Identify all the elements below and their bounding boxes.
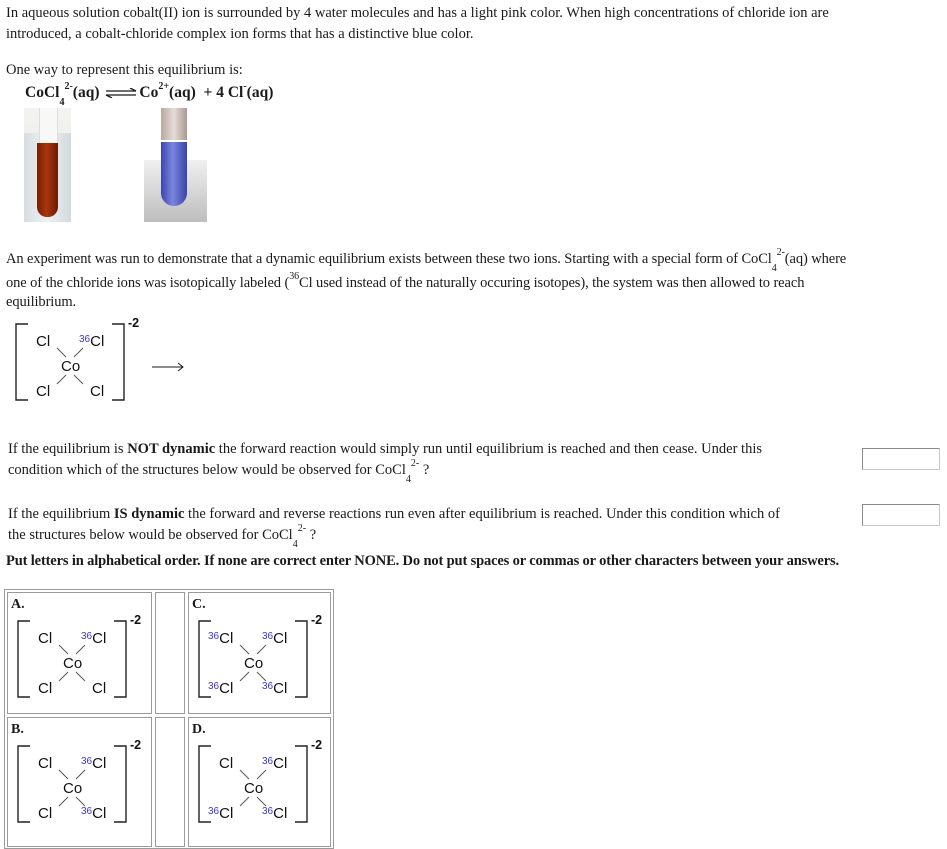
experiment-sup: 2- — [776, 247, 785, 259]
question-2-text — [8, 504, 780, 550]
chlorine-label: Cl — [273, 630, 288, 647]
eq-left-formula: CoCl — [25, 84, 60, 101]
cobalt-label: Co — [63, 780, 83, 797]
question-1-line-1 — [8, 439, 762, 460]
bond-bottom-right — [74, 375, 83, 384]
option-structure-a — [14, 615, 154, 715]
ligand-bottom-right — [90, 384, 104, 400]
chlorine-label: Cl — [92, 805, 107, 822]
bond-bottom-left — [59, 797, 68, 806]
isotope-label: 36 — [208, 631, 220, 642]
chlorine-label: Cl — [219, 805, 234, 822]
chlorine-label: Cl — [219, 680, 234, 697]
ligand-top-right — [262, 756, 287, 772]
structure-bonds — [195, 740, 335, 840]
eq-right-state-1: (aq) — [169, 84, 196, 101]
cobalt-label: Co — [63, 655, 83, 672]
isotope-label: 36 — [262, 806, 274, 817]
chlorine-label: Cl — [90, 333, 105, 350]
option-letter-a: A. — [11, 597, 25, 612]
options-table — [4, 589, 334, 849]
ligand-top-right — [79, 334, 104, 350]
ligand-top-right — [81, 756, 106, 772]
q1-sub: 4 — [405, 473, 411, 485]
ligand-bottom-right — [81, 806, 106, 822]
ligand-bottom-left — [208, 806, 233, 822]
chlorine-label: Cl — [38, 805, 53, 822]
chlorine-label: Cl — [219, 630, 234, 647]
starting-structure — [12, 318, 152, 418]
isotope-label: 36 — [81, 631, 93, 642]
bond-top-left — [240, 770, 249, 779]
right-bracket — [114, 746, 126, 822]
eq-right-sup-2: - — [243, 80, 247, 92]
structure-bonds — [14, 740, 154, 840]
q1-bold: NOT dynamic — [127, 441, 216, 457]
ligand-top-right — [81, 631, 106, 647]
q1-text-a: If the equilibrium is — [8, 441, 128, 457]
chlorine-label: Cl — [36, 333, 51, 350]
right-bracket — [295, 746, 307, 822]
isotope-label: 36 — [208, 681, 220, 692]
bond-bottom-left — [59, 672, 68, 681]
ligand-top-left — [36, 334, 50, 350]
intro-line-1: In aqueous solution cobalt(II) ion is surrounded by 4 water molecules and has a light pink color. When high concentrations of chloride ion are — [6, 5, 829, 21]
experiment-line-2a: one of the chloride ions was isotopically labeled ( — [6, 275, 290, 291]
answer-input-not-dynamic[interactable] — [862, 448, 940, 470]
question-2-line-1 — [8, 504, 780, 525]
chlorine-label: Cl — [90, 383, 105, 400]
instructions: Put letters in alphabetical order. If none are correct enter NONE. Do not put spaces or commas or other characters between your answers. — [6, 553, 839, 569]
spacer-cell — [155, 592, 185, 714]
eq-right-formula-1: Co — [139, 84, 159, 101]
ligand-bottom-right — [92, 681, 106, 697]
experiment-line-1 — [6, 247, 847, 274]
isotope-label: 36 — [262, 681, 274, 692]
bond-top-left — [59, 645, 68, 654]
structure-bonds — [12, 318, 152, 418]
eq-left-state: (aq) — [72, 84, 100, 101]
option-letter-b: B. — [11, 722, 24, 737]
chlorine-label: Cl — [38, 630, 53, 647]
ligand-bottom-left — [38, 806, 52, 822]
left-bracket — [18, 621, 30, 697]
structure-bonds — [14, 615, 154, 715]
isotope-label: 36 — [81, 806, 93, 817]
blue-test-tube-image — [144, 108, 207, 222]
bond-top-left — [57, 348, 66, 357]
q2-line2-a: the structures below would be observed for CoCl — [8, 527, 293, 543]
bond-bottom-right — [76, 672, 85, 681]
experiment-line-3: equilibrium. — [6, 294, 77, 310]
chlorine-label: Cl — [92, 680, 107, 697]
eq-plus-coef: + 4 Cl — [203, 84, 244, 101]
structure-bonds — [195, 615, 335, 715]
experiment-paragraph — [6, 249, 846, 313]
equilibrium-equation — [25, 80, 274, 109]
cobalt-label: Co — [244, 780, 264, 797]
bond-top-left — [59, 770, 68, 779]
chlorine-label: Cl — [38, 680, 53, 697]
answer-input-dynamic[interactable] — [862, 504, 940, 526]
q2-text-a: If the equilibrium — [8, 506, 114, 522]
bond-bottom-left — [240, 797, 249, 806]
red-test-tube-image — [24, 108, 71, 222]
q1-text-b: the forward reaction would simply run until equilibrium is reached and then cease. Under this — [215, 441, 762, 457]
question-2-line-2 — [8, 523, 780, 550]
bond-bottom-right — [257, 797, 266, 806]
q2-sup: 2- — [297, 523, 307, 535]
option-letter-d: D. — [192, 722, 206, 737]
q1-sup: 2- — [410, 458, 420, 470]
q2-line2-b: ? — [306, 527, 317, 543]
option-cell-c — [188, 592, 331, 714]
charge-label: -2 — [311, 613, 323, 627]
spacer-cell — [155, 717, 185, 847]
ligand-bottom-left — [36, 384, 50, 400]
cobalt-label: Co — [244, 655, 264, 672]
bond-bottom-right — [257, 672, 266, 681]
chlorine-label: Cl — [36, 383, 51, 400]
reaction-arrow-icon — [150, 361, 186, 373]
equilibrium-lead: One way to represent this equilibrium is: — [6, 62, 243, 78]
ligand-top-right — [262, 631, 287, 647]
ligand-bottom-right — [262, 681, 287, 697]
charge-label: -2 — [130, 613, 142, 627]
left-bracket — [18, 746, 30, 822]
experiment-sub: 4 — [771, 262, 777, 274]
experiment-iso-sup: 36 — [289, 271, 300, 283]
q2-bold: IS dynamic — [113, 506, 185, 522]
isotope-label: 36 — [262, 631, 274, 642]
isotope-label: 36 — [81, 756, 93, 767]
experiment-line-1a: An experiment was run to demonstrate that a dynamic equilibrium exists between these two ions. Starting with a special form of CoCl — [6, 251, 772, 267]
bond-top-left — [240, 645, 249, 654]
intro-paragraph — [6, 3, 829, 45]
chlorine-label: Cl — [38, 755, 53, 772]
ligand-bottom-left — [208, 681, 233, 697]
chlorine-label: Cl — [92, 755, 107, 772]
right-bracket — [112, 324, 124, 400]
cobalt-label: Co — [61, 358, 81, 375]
q2-text-b: the forward and reverse reactions run even after equilibrium is reached. Under this condition which of — [184, 506, 780, 522]
chlorine-label: Cl — [273, 680, 288, 697]
eq-left-sub: 4 — [59, 97, 65, 109]
experiment-line-2b: Cl used instead of the naturally occuring isotopes), the system was then allowed to reach — [299, 275, 805, 291]
isotope-label: 36 — [79, 334, 91, 345]
intro-line-2: introduced, a cobalt-chloride complex ion forms that has a distinctive blue color. — [6, 26, 474, 42]
q2-sub: 4 — [292, 538, 298, 550]
bond-bottom-left — [240, 672, 249, 681]
charge-label: -2 — [130, 738, 142, 752]
ligand-bottom-right — [262, 806, 287, 822]
ligand-top-left — [38, 631, 52, 647]
question-1-text — [8, 439, 762, 485]
right-bracket — [114, 621, 126, 697]
ligand-top-left — [219, 756, 233, 772]
eq-right-sup-1: 2+ — [158, 80, 170, 92]
right-bracket — [295, 621, 307, 697]
bond-bottom-right — [76, 797, 85, 806]
ligand-bottom-left — [38, 681, 52, 697]
option-structure-b — [14, 740, 154, 840]
option-cell-b — [7, 717, 152, 847]
charge-label: -2 — [128, 316, 140, 330]
eq-right-state-2: (aq) — [246, 84, 274, 101]
q1-line2-a: condition which of the structures below would be observed for CoCl — [8, 462, 406, 478]
ligand-top-left — [208, 631, 233, 647]
option-cell-a — [7, 592, 152, 714]
isotope-label: 36 — [208, 806, 220, 817]
ligand-top-left — [38, 756, 52, 772]
chlorine-label: Cl — [92, 630, 107, 647]
eq-left-sup: 2- — [64, 80, 73, 92]
option-structure-d — [195, 740, 335, 840]
experiment-line-1b: (aq) where — [784, 251, 847, 267]
chlorine-label: Cl — [273, 755, 288, 772]
chlorine-label: Cl — [219, 755, 234, 772]
option-cell-d — [188, 717, 331, 847]
charge-label: -2 — [311, 738, 323, 752]
question-1-line-2 — [8, 458, 762, 485]
option-letter-c: C. — [192, 597, 206, 612]
q1-line2-b: ? — [419, 462, 430, 478]
left-bracket — [16, 324, 28, 400]
equilibrium-arrow-icon — [105, 88, 137, 98]
experiment-line-2 — [6, 273, 846, 294]
bond-bottom-left — [57, 375, 66, 384]
isotope-label: 36 — [262, 756, 274, 767]
chlorine-label: Cl — [273, 805, 288, 822]
option-structure-c — [195, 615, 335, 715]
